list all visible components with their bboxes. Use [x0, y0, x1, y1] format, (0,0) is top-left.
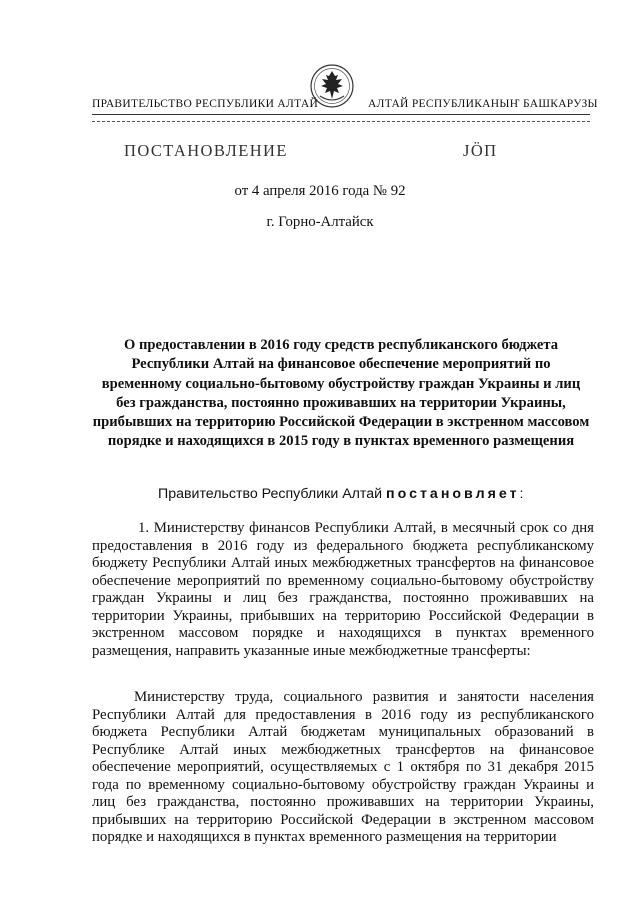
preamble-colon: : — [519, 486, 524, 502]
preamble-verb: постановляет — [386, 486, 520, 502]
header-divider — [92, 114, 590, 115]
paragraph-2: Министерству труда, социального развития и занятости населения Республики Алтай для предоставления в 2016 году из республиканского бюджета Республики Алтай бюджетам муниципальных образований в Республике Алтай иных межбюджетных трансфертов на финансовое обеспечение мероприятий, осуществляемых с 1 октября по 31 декабря 2015 года по временному социально-бытовому обустройству граждан Украины и лиц без гражданства, постоянно проживавших на территории Украины, прибывших на территорию Российской Федерации в экстренном массовом порядке и находящихся в пунктах временного размещения на территории — [92, 689, 594, 845]
header-divider-dashed — [92, 121, 590, 122]
document-type-russian: ПОСТАНОВЛЕНИЕ — [124, 141, 288, 160]
preamble-subject: Правительство Республики Алтай — [158, 486, 383, 502]
document-date-number: от 4 апреля 2016 года № 92 — [234, 183, 406, 199]
document-type-altai: JӦП — [463, 141, 498, 160]
paragraph-1: 1. Министерству финансов Республики Алтай, в месячный срок со дня предоставления в 2016 году из федерального бюджета республиканскому бюджету Республики Алтай иных межбюджетных трансфертов на финансовое обеспечение мероприятий по временному социально-бытовому обустройству граждан Украины и лиц без гражданства, постоянно проживавших на территории Украины, прибывших на территорию Российской Федерации в экстренном массовом порядке и находящихся в пунктах временного размещения, направить указанные иные межбюджетные трансферты: — [92, 520, 594, 659]
document-title: О предоставлении в 2016 году средств республиканского бюджета Республики Алтай на финансовое обеспечение мероприятий по временному социально-бытовому обустройству граждан Украины и лиц без гражданства, постоянно проживавших на территории Украины, прибывших на территорию Российской Федерации в экстренном массовом порядке и находящихся в 2015 году в пунктах временного размещения — [92, 337, 590, 450]
preamble — [158, 486, 524, 502]
document-place: г. Горно-Алтайск — [266, 214, 374, 230]
government-name-russian: ПРАВИТЕЛЬСТВО РЕСПУБЛИКИ АЛТАЙ — [92, 98, 319, 110]
government-name-altai: АЛТАЙ РЕСПУБЛИКАНЫҤ БАШКАРУЗЫ — [368, 98, 598, 110]
